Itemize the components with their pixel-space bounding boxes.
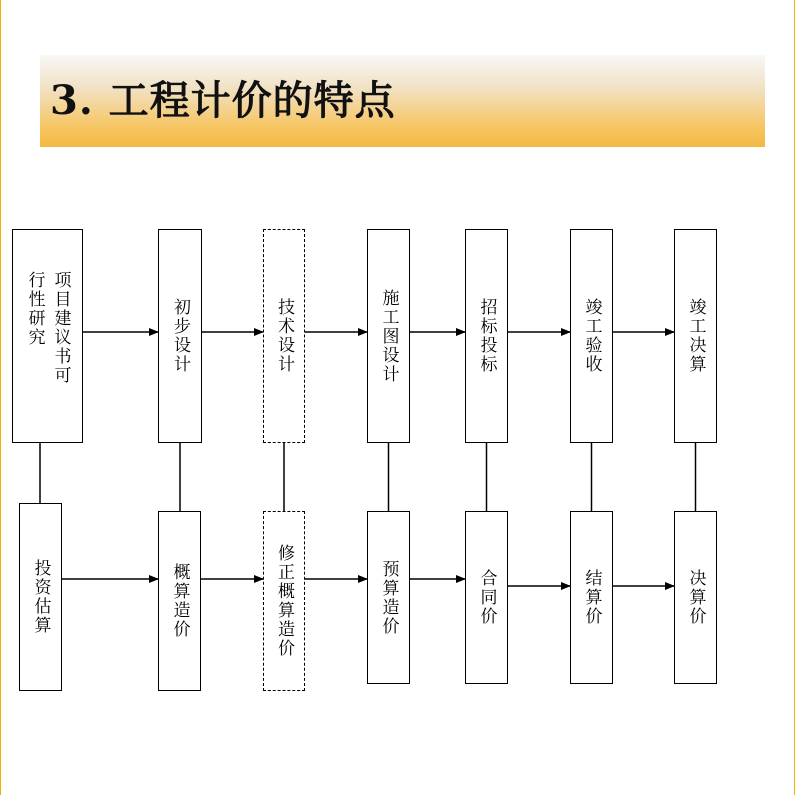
node-label: 投资估算 [30, 559, 51, 635]
node-preliminary-design [158, 229, 202, 443]
node-contract-price [465, 511, 508, 684]
node-label: 预算造价 [378, 559, 399, 636]
node-label: 概算造价 [169, 563, 190, 639]
node-completion-final-account [674, 229, 717, 443]
node-construction-drawing-design [367, 229, 410, 443]
node-technical-design [263, 229, 305, 443]
node-budget-estimate-cost [158, 511, 201, 691]
node-completion-acceptance [570, 229, 613, 443]
node-budget-cost [367, 511, 410, 684]
node-project-proposal-feasibility [12, 229, 83, 443]
node-label: 修正概算造价 [274, 544, 294, 658]
page-title: 3. 工程计价的特点 [50, 77, 396, 124]
node-revised-estimate-cost [263, 511, 305, 691]
node-investment-estimate [19, 503, 62, 691]
node-label: 合同价 [476, 569, 497, 626]
node-label: 项目建议书可行性研究 [24, 271, 71, 385]
node-final-account-price [674, 511, 717, 684]
node-label: 技术设计 [274, 298, 294, 374]
node-label: 决算价 [685, 569, 706, 626]
node-label: 竣工验收 [581, 298, 602, 374]
node-label: 招标投标 [476, 298, 497, 374]
node-label: 初步设计 [170, 298, 190, 374]
node-label: 结算价 [581, 569, 602, 626]
node-label: 施工图设计 [378, 288, 399, 384]
node-bidding [465, 229, 508, 443]
node-label: 竣工决算 [685, 298, 706, 374]
node-settlement-price [570, 511, 613, 684]
